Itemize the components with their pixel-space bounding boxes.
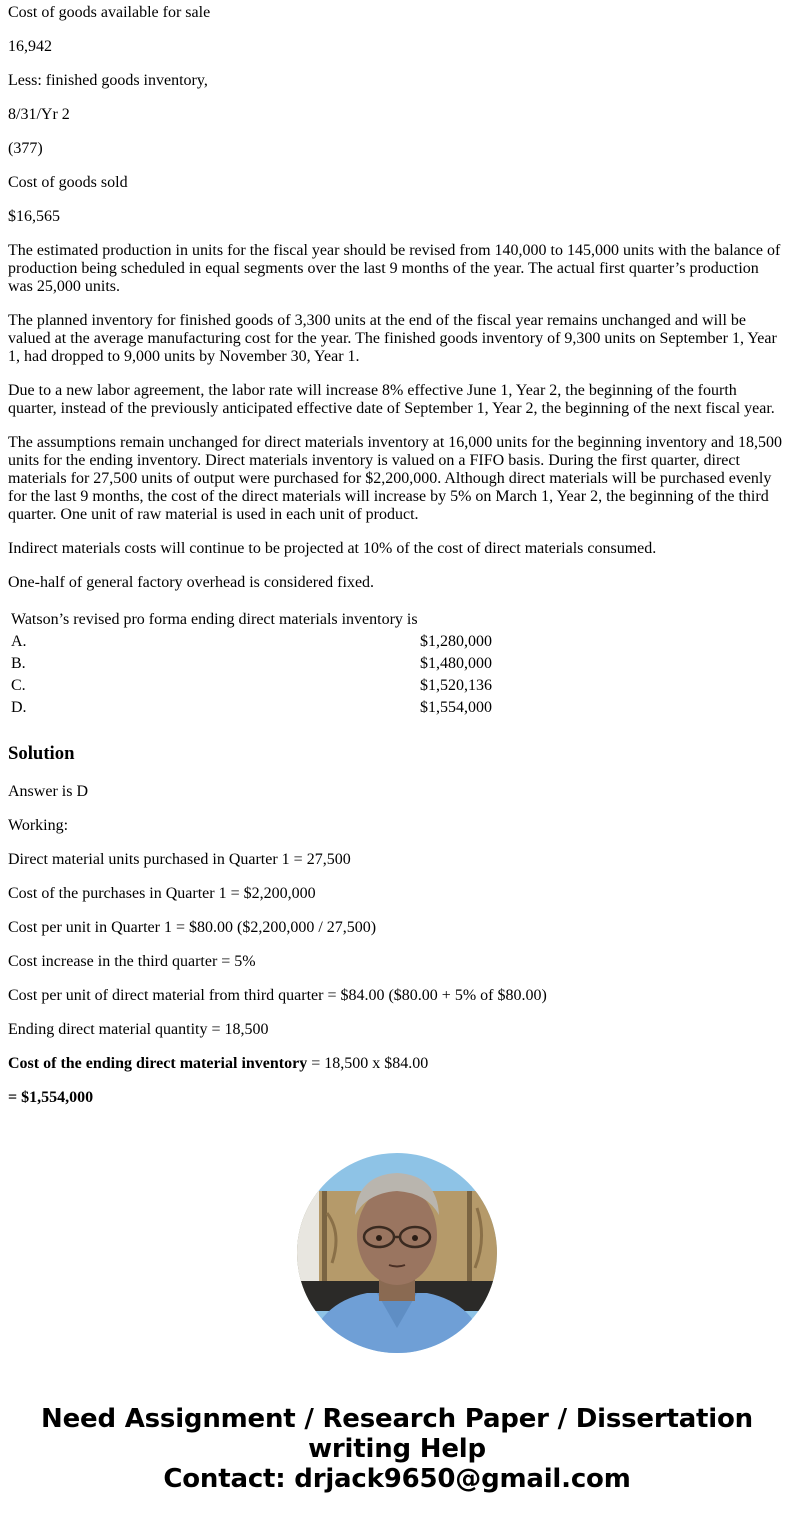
paragraph-direct-materials: The assumptions remain unchanged for direct materials inventory at 16,000 units for the beginning inventory and 18,500 units for the ending inventory. Direct materials inventory is valued on a FIFO basis. During the first quarter, direct materials for 27,500 units of output were purchased for $2,200,000. Although direct materials will be purchased evenly for the last 9 months, the cost of the direct materials will increase by 5% on March 1, Year 2, the beginning of the third quarter. One unit of raw material is used in each unit of product. [8, 434, 783, 523]
excerpt-line: 8/31/Yr 2 [8, 106, 70, 123]
excerpt-line: Cost of goods sold [8, 174, 128, 191]
option-row [10, 676, 496, 696]
solution-working-label: Working: [8, 817, 69, 834]
option-letter: B. [11, 655, 26, 672]
paragraph-labor: Due to a new labor agreement, the labor rate will increase 8% effective June 1, Year 2, the beginning of the fourth quarter, instead of the previously anticipated effective date of September 1, Year 2, the beginning of the next fiscal year. [8, 382, 775, 417]
solution-step: Direct material units purchased in Quarter 1 = 27,500 [8, 851, 351, 868]
question-table [8, 608, 498, 720]
solution-final-line [8, 1055, 428, 1073]
author-avatar [297, 1153, 497, 1353]
promo-line: Need Assignment / Research Paper / Dissertation [41, 1404, 753, 1434]
solution-step: Ending direct material quantity = 18,500 [8, 1021, 269, 1038]
option-value: $1,480,000 [420, 655, 492, 672]
option-value: $1,554,000 [420, 699, 492, 716]
option-letter: C. [11, 677, 26, 694]
solution-heading: Solution [8, 743, 75, 764]
paragraph-finished-goods: The planned inventory for finished goods of 3,300 units at the end of the fiscal year remains unchanged and will be valued at the average manufacturing cost for the year. The finished goods inventory of 9,300 units on September 1, Year 1, had dropped to 9,000 units by November 30, Year 1. [8, 312, 777, 365]
excerpt-line: (377) [8, 140, 43, 157]
solution-answer: Answer is D [8, 783, 88, 800]
excerpt-line: $16,565 [8, 208, 60, 225]
option-letter: D. [11, 699, 27, 716]
solution-final-expression: = 18,500 x $84.00 [307, 1055, 429, 1072]
excerpt-line: Less: finished goods inventory, [8, 72, 208, 89]
portrait-image-icon [297, 1153, 497, 1353]
option-row [10, 698, 496, 718]
excerpt-line: Cost of goods available for sale [8, 4, 211, 21]
excerpt-line: 16,942 [8, 38, 52, 55]
question-prompt: Watson’s revised pro forma ending direct materials inventory is [11, 611, 418, 628]
solution-step: Cost per unit of direct material from third quarter = $84.00 ($80.00 + 5% of $80.00) [8, 987, 547, 1004]
option-letter: A. [11, 633, 27, 650]
option-value: $1,280,000 [420, 633, 492, 650]
option-row [10, 654, 496, 674]
paragraph-indirect-materials: Indirect materials costs will continue to be projected at 10% of the cost of direct materials consumed. [8, 540, 657, 557]
paragraph-overhead: One-half of general factory overhead is considered fixed. [8, 574, 375, 591]
solution-final-label: Cost of the ending direct material inventory [8, 1055, 308, 1072]
promo-banner [0, 1404, 794, 1494]
solution-step: Cost of the purchases in Quarter 1 = $2,200,000 [8, 885, 316, 902]
promo-line: writing Help [308, 1434, 486, 1464]
solution-final-result: = $1,554,000 [8, 1089, 94, 1106]
option-row [10, 632, 496, 652]
solution-step: Cost increase in the third quarter = 5% [8, 953, 256, 970]
paragraph-production: The estimated production in units for the fiscal year should be revised from 140,000 to 145,000 units with the balance of production being scheduled in equal segments over the last 9 months of the year. The actual first quarter’s production was 25,000 units. [8, 242, 781, 295]
option-value: $1,520,136 [420, 677, 492, 694]
promo-contact: Contact: drjack9650@gmail.com [163, 1464, 631, 1494]
solution-step: Cost per unit in Quarter 1 = $80.00 ($2,200,000 / 27,500) [8, 919, 377, 936]
